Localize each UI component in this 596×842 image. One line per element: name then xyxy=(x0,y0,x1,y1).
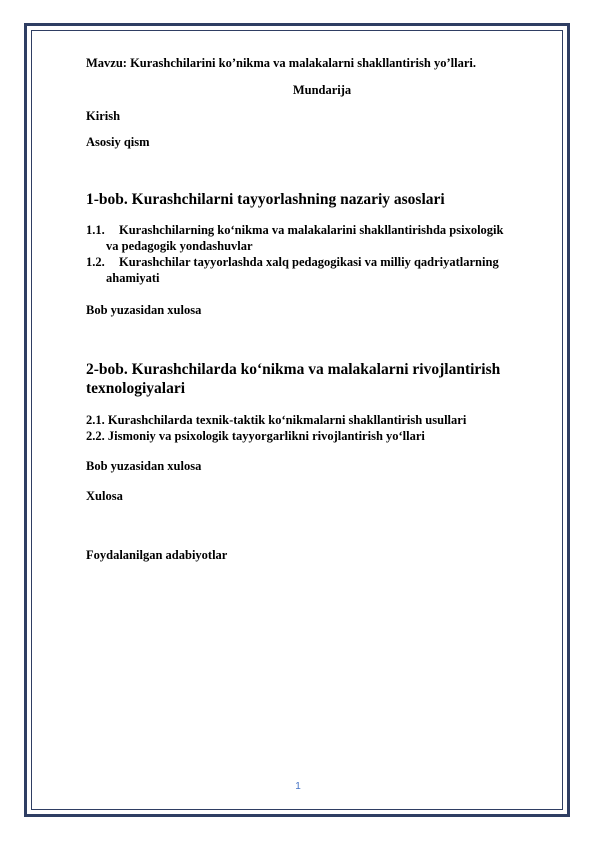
toc-main-part: Asosiy qism xyxy=(86,135,150,149)
chapter1-summary: Bob yuzasidan xulosa xyxy=(86,303,202,317)
toc-conclusion: Xulosa xyxy=(86,489,123,503)
chapter2-section-2-1: 2.1. Kurashchilarda texnik-taktik ko‘nikmalarni shakllantirish usullari xyxy=(86,413,467,427)
section-number: 1.2. xyxy=(86,255,105,269)
page-number: 1 xyxy=(295,781,301,792)
chapter2-section-2-2: 2.2. Jismoniy va psixologik tayyorgarlikni rivojlantirish yo‘llari xyxy=(86,429,425,443)
toc-references: Foydalanilgan adabiyotlar xyxy=(86,548,228,562)
contents-heading: Mundarija xyxy=(292,83,352,97)
chapter1-section-1-2 xyxy=(86,255,499,270)
toc-intro: Kirish xyxy=(86,109,121,123)
chapter1-title: 1-bob. Kurashchilarni tayyorlashning nazariy asoslari xyxy=(86,191,445,208)
chapter2-title-line1: 2-bob. Kurashchilarda ko‘nikma va malakalarni rivojlantirish xyxy=(86,361,501,378)
section-title: Kurashchilarning ko‘nikma va malakalarini shakllantirishda psixologik xyxy=(119,223,504,237)
chapter1-section-1-1 xyxy=(86,223,503,238)
section-title: Kurashchilar tayyorlashda xalq pedagogikasi va milliy qadriyatlarning xyxy=(119,255,499,269)
chapter2-title-line2: texnologiyalari xyxy=(86,380,186,397)
topic-line: Mavzu: Kurashchilarini ko’nikma va malakalarni shakllantirish yo’llari. xyxy=(86,56,476,70)
chapter2-summary: Bob yuzasidan xulosa xyxy=(86,459,202,473)
chapter1-section-1-2-cont: ahamiyati xyxy=(106,271,160,285)
chapter1-section-1-1-cont: va pedagogik yondashuvlar xyxy=(106,239,253,253)
section-number: 1.1. xyxy=(86,223,105,237)
